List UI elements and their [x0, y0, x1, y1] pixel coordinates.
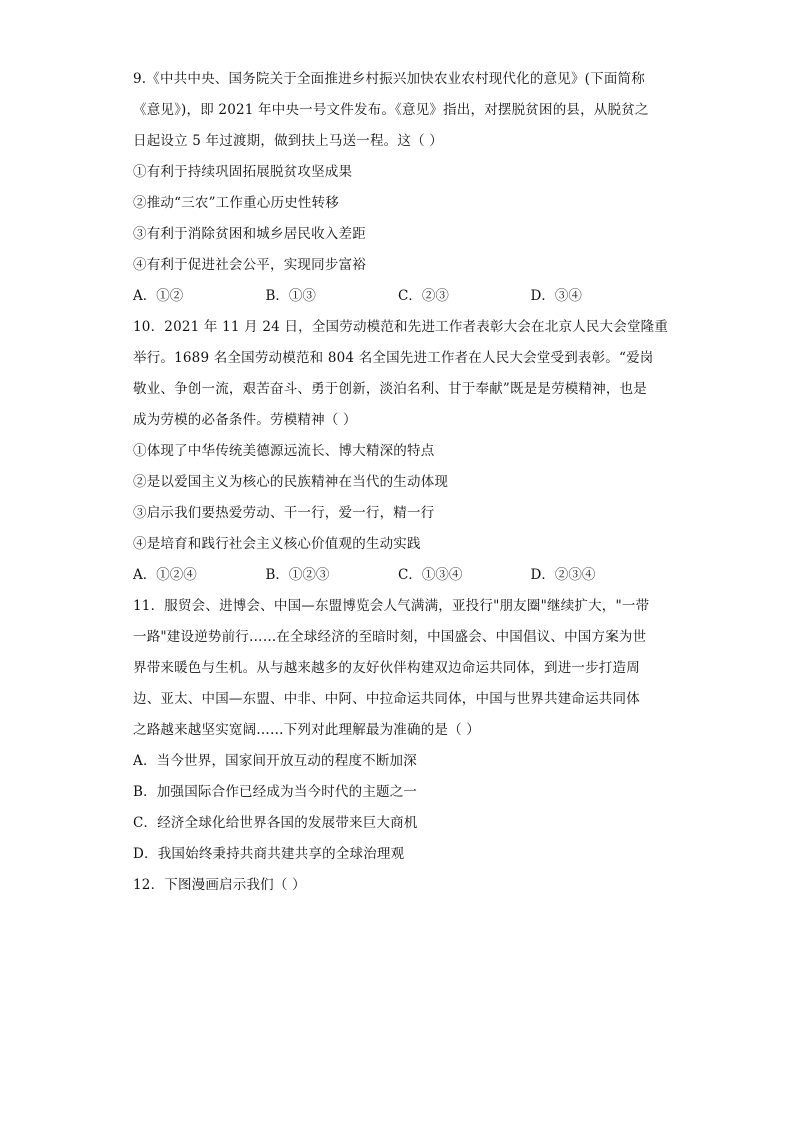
question-10-statement: ④是培育和践行社会主义核心价值观的生动实践: [133, 536, 421, 552]
question-11-option-c: C．经济全球化给世界各国的发展带来巨大商机: [133, 815, 418, 831]
question-9: [133, 64, 663, 312]
question-9-option-a: A．①②: [133, 288, 184, 304]
question-12: [133, 870, 663, 901]
question-10-statement: ①体现了中华传统美德源远流长、博大精深的特点: [133, 443, 435, 459]
question-11: [133, 591, 663, 870]
question-10-statement: ②是以爱国主义为核心的民族精神在当代的生动体现: [133, 474, 449, 490]
question-9-statement: ①有利于持续巩固拓展脱贫攻坚成果: [133, 164, 353, 180]
question-11-option-b: B．加强国际合作已经成为当今时代的主题之一: [133, 784, 418, 800]
question-10-stem-line: 10．2021 年 11 月 24 日，全国劳动模范和先进工作者表彰大会在北京人民大会堂隆重: [133, 319, 669, 335]
question-9-statement: ②推动“三农”工作重心历史性转移: [133, 195, 340, 211]
question-9-option-b: B．①③: [265, 288, 316, 304]
question-9-stem-line: 9.《中共中央、国务院关于全面推进乡村振兴加快农业农村现代化的意见》(下面简称: [133, 71, 645, 87]
question-content: [133, 64, 669, 901]
question-9-statement: ③有利于消除贫困和城乡居民收入差距: [133, 226, 366, 242]
question-10-option-c: C．①③④: [398, 567, 463, 583]
question-10-stem-line: 举行。1689 名全国劳动模范和 804 名全国先进工作者在人民大会堂受到表彰。“爱岗: [133, 350, 654, 366]
question-9-option-c: C．②③: [398, 288, 449, 304]
question-11-stem-line: 之路越来越坚实宽阔……下列对此理解最为准确的是（ ）: [133, 722, 480, 738]
question-9-statement: ④有利于促进社会公平，实现同步富裕: [133, 257, 366, 273]
question-11-stem-line: 界带来暖色与生机。从与越来越多的友好伙伴构建双边命运共同体，到进一步打造周: [133, 660, 640, 676]
question-10-stem-line: 敬业、争创一流，艰苦奋斗、勇于创新，淡泊名利、甘于奉献”既是是劳模精神，也是: [133, 381, 648, 397]
question-9-stem-line: 日起设立 5 年过渡期，做到扶上马送一程。这（ ）: [133, 133, 443, 149]
question-10: [133, 312, 669, 591]
question-9-option-d: D．③④: [530, 288, 582, 304]
question-11-stem-line: 边、亚太、中国—东盟、中非、中阿、中拉命运共同体，中国与世界共建命运共同体: [133, 691, 640, 707]
question-11-stem-line: 一路"建设逆势前行……在全球经济的至暗时刻，中国盛会、中国倡议、中国方案为世: [133, 629, 647, 645]
question-9-options: [133, 281, 663, 312]
question-11-stem-line: 11．服贸会、进博会、中国—东盟博览会人气满满，亚投行"朋友圈"继续扩大，"一带: [133, 598, 650, 614]
question-10-option-d: D．②③④: [530, 567, 596, 583]
question-10-options: [133, 560, 663, 591]
question-10-statement: ③启示我们要热爱劳动、干一行，爱一行，精一行: [133, 505, 435, 521]
question-11-option-d: D．我国始终秉持共商共建共享的全球治理观: [133, 846, 405, 862]
question-10-stem-line: 成为劳模的必备条件。劳模精神（ ）: [133, 412, 357, 428]
question-9-stem-line: 《意见》)，即 2021 年中央一号文件发布。《意见》指出，对摆脱贫困的县，从脱贫之: [133, 102, 649, 118]
question-10-option-a: A．①②④: [133, 567, 197, 583]
question-10-option-b: B．①②③: [265, 567, 330, 583]
question-12-stem-line: 12．下图漫画启示我们（ ）: [133, 877, 306, 893]
question-11-option-a: A．当今世界，国家间开放互动的程度不断加深: [133, 753, 417, 769]
